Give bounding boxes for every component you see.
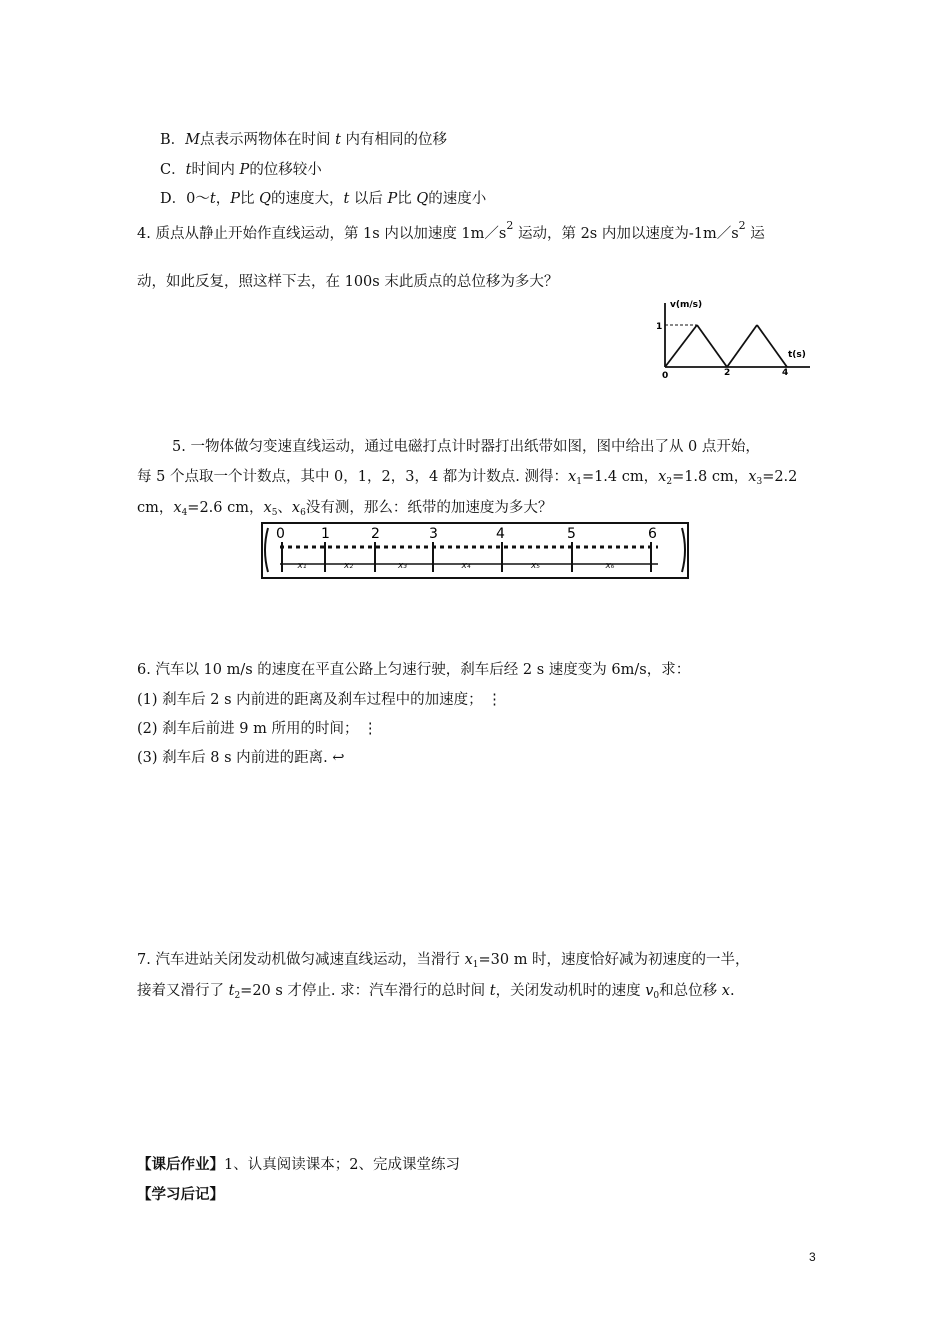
- question-5-line-1: 5. 一物体做匀变速直线运动，通过电磁打点计时器打出纸带如图，图中给出了从 0 点开始，: [172, 439, 760, 455]
- tape-segment-label: x₁: [297, 561, 307, 571]
- t-axis-label: t(s): [788, 350, 806, 360]
- graph-line-3: [727, 325, 757, 367]
- tape-right-curl: [682, 528, 685, 572]
- question-4-line-2: 动，如此反复，照这样下去，在 100s 末此质点的总位移为多大？: [137, 274, 559, 290]
- return-mark-icon: ↩: [332, 750, 345, 766]
- tape-label: 5: [567, 526, 576, 542]
- homework-text: 1、认真阅读课本；2、完成课堂练习: [224, 1157, 460, 1173]
- question-6-line-4: (3) 刹车后 8 s 内前进的距离. ↩: [137, 750, 345, 766]
- t-tick-0: 0: [662, 371, 669, 380]
- graph-line-2: [697, 325, 727, 367]
- option-b: B．M点表示两物体在时间 t 内有相同的位移: [160, 132, 448, 148]
- question-4-line-1: 4. 质点从静止开始作直线运动，第 1s 内以加速度 $1m/s^2$ 运动，第 2s 内加以速度为$-1m/s^2$ 运: [137, 219, 765, 242]
- t-tick-2: 2: [724, 368, 731, 378]
- question-6-line-3: (2) 刹车后前进 9 m 所用的时间； ⋮: [137, 721, 378, 737]
- notes-label: 【学习后记】: [137, 1187, 224, 1203]
- question-7-line-1: 7. 汽车进站关闭发动机做匀减速直线运动，当滑行 $x_1=30$ m 时，速度恰好减为初速度的一半，: [137, 952, 750, 970]
- question-6-line-2: (1) 刹车后 2 s 内前进的距离及刹车过程中的加速度； ⋮: [137, 692, 502, 708]
- v-tick-label: 1: [656, 322, 663, 332]
- tape-label: 1: [321, 526, 330, 542]
- page-number: 3: [809, 1250, 816, 1264]
- tape-label: 0: [276, 526, 285, 542]
- v-axis-label: v(m/s): [670, 300, 703, 310]
- question-6-line-1: 6. 汽车以 10 m/s 的速度在平直公路上匀速行驶，刹车后经 2 s 速度变为 6m/s，求：: [137, 662, 691, 678]
- question-5-line-3: cm，$x_4=2.6$ cm，$x_5$、$x_6$没有测，那么：纸带的加速度为多大？: [137, 500, 553, 518]
- graph-line-1: [665, 325, 697, 367]
- tape-segment-label: x₅: [531, 561, 540, 571]
- paper-tape-figure: [258, 520, 693, 582]
- tape-segments: [297, 561, 615, 571]
- homework-line: [137, 1153, 460, 1174]
- question-5-line-2: 每 5 个点取一个计数点，其中 0，1，2，3，4 都为计数点. 测得：$x_1=1.4$ cm，$x_2=1.8$ cm，$x_3=2.2$: [137, 469, 798, 487]
- tape-segment-label: x₄: [461, 561, 471, 571]
- tape-label: 6: [648, 526, 657, 542]
- option-d: D．0～t，P比 Q的速度大，t 以后 P比 Q的速度小: [160, 191, 487, 207]
- velocity-time-graph: [650, 295, 820, 380]
- tape-label: 4: [496, 526, 505, 542]
- tape-segment-label: x₆: [605, 561, 615, 571]
- tape-segment-label: x₂: [344, 561, 353, 571]
- t-tick-4: 4: [782, 368, 789, 378]
- notes-line: [137, 1183, 224, 1204]
- question-7-line-2: 接着又滑行了 $t_2=20$ s 才停止. 求：汽车滑行的总时间 t，关闭发动机时的速度 $v_0$和总位移 x.: [137, 983, 735, 1001]
- tape-label: 3: [429, 526, 438, 542]
- homework-label: 【课后作业】: [137, 1157, 224, 1173]
- tape-left-curl: [265, 528, 268, 572]
- option-c: C．t时间内 P的位移较小: [160, 162, 322, 178]
- graph-line-4: [757, 325, 787, 367]
- tape-labels: [276, 526, 657, 542]
- tape-segment-label: x₃: [398, 561, 407, 571]
- tape-label: 2: [371, 526, 380, 542]
